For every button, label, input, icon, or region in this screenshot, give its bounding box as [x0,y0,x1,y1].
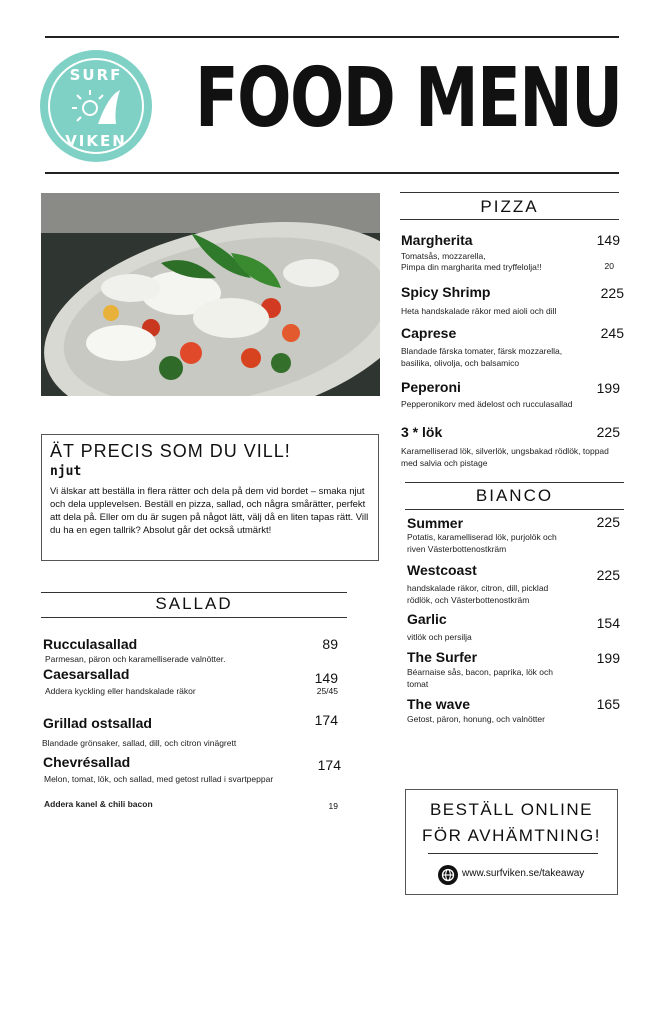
pizza-item-name: Margherita [401,232,473,248]
salad-photo [41,193,380,396]
sun-wave-icon [68,86,124,128]
bianco-heading: BIANCO [475,486,554,505]
logo-bottom-text: VIKEN [65,132,127,150]
sallad-heading: SALLAD [155,594,233,613]
bianco-item-name: Summer [407,515,464,531]
pizza-item-desc: Pepperonikorv med ädelost och rucculasallad [401,399,573,409]
pizza-item-desc: Tomatsås, mozzarella, [401,251,486,261]
bianco-item-desc: Getost, päron, honung, och valnötter [407,714,545,724]
intro-subheading: njut [50,464,82,479]
order-divider [428,853,598,854]
bianco-item-name: Westcoast [407,562,477,578]
pizza-item-desc: Karamelliserad lök, silverlök, ungsbakad rödlök, toppad med salvia och pistage [401,446,609,468]
sallad-item-name: Chevrésallad [43,754,131,770]
bianco-bottom-rule [405,509,624,510]
pizza-item-name: Caprese [401,325,457,341]
pizza-top-rule [400,192,619,193]
sallad-item-desc: Melon, tomat, lök, och sallad, med getost rullad i svartpeppar [44,774,274,784]
page-title: FOOD MENU [195,51,622,146]
sallad-item-extra-price: 19 [328,801,338,811]
bianco-item-desc: handskalade räkor, citron, dill, picklad rödlök, och Västerbottenostkräm [407,583,549,605]
sallad-item-desc: Parmesan, päron och karamelliserade valnötter. [45,654,226,664]
top-rule [45,36,619,38]
order-line-1: BESTÄLL ONLINE [429,800,594,819]
order-online-box [405,789,618,895]
bianco-top-rule [405,482,624,483]
header-rule [45,172,619,174]
bianco-item-desc: Potatis, karamelliserad lök, purjolök och riven Västerbottenostkräm [407,532,557,554]
surfviken-logo [40,50,152,162]
pizza-item-name: Spicy Shrimp [401,284,491,300]
order-line-2: FÖR AVHÄMTNING! [422,826,601,845]
bianco-item-price: 225 [596,514,620,530]
pizza-item-desc: Blandade färska tomater, färsk mozzarella, basilika, olivolja, och balsamico [401,346,563,368]
sallad-item-desc: Addera kyckling eller handskalade räkor [45,686,196,696]
pizza-item-name: 3 * lök [401,424,443,440]
pizza-item-desc2: Pimpa din margharita med tryffelolja!! [401,262,542,272]
sallad-item-name: Rucculasallad [43,636,138,652]
sallad-item-price: 89 [322,636,338,652]
pizza-item-price: 225 [600,285,624,301]
bianco-item-price: 199 [596,650,620,666]
sallad-bottom-rule [41,617,347,618]
intro-body: Vi älskar att beställa in flera rätter och dela på dem vid bordet – smaka njut och dela upplevelsen. Beställ en pizza, sallad, och några smårätter, perfekt att dela på. Eller om du är sugen på något lätt, välj då en liten tapas rätt. Vill du ha en egen tallrik? Absolut går det också utmärkt! [50,486,369,536]
sallad-item-name: Caesarsallad [43,666,130,682]
bianco-item-name: Garlic [407,611,447,627]
bianco-item-price: 154 [596,615,620,631]
bianco-item-price: 165 [596,696,620,712]
bianco-item-name: The wave [407,696,471,712]
globe-icon [438,865,458,885]
pizza-heading: PIZZA [480,197,539,216]
pizza-item-sub: 20 [604,261,614,271]
sallad-item-extra: Addera kanel & chili bacon [44,799,153,809]
intro-heading: ÄT PRECIS SOM DU VILL! [50,441,291,461]
bianco-item-desc: Béarnaise sås, bacon, paprika, lök och tomat [407,667,554,689]
pizza-item-name: Peperoni [401,379,461,395]
bianco-item-name: The Surfer [407,649,478,665]
sallad-top-rule [41,592,347,593]
pizza-item-desc: Heta handskalade räkor med aioli och dill [401,306,557,316]
pizza-item-price: 149 [596,232,620,248]
sallad-item-desc: Blandade grönsaker, sallad, dill, och citron vinägrett [42,738,237,748]
logo-top-text: SURF [69,66,123,84]
sallad-item-name: Grillad ostsallad [43,715,152,731]
pizza-item-price: 225 [596,424,620,440]
intro-box [41,434,379,561]
sallad-item-sub: 25/45 [316,686,338,696]
sallad-item-price: 174 [317,757,341,773]
bianco-item-price: 225 [596,567,620,583]
pizza-bottom-rule [400,219,619,220]
pizza-item-price: 245 [600,325,624,341]
pizza-item-price: 199 [596,380,620,396]
takeaway-link[interactable]: www.surfviken.se/takeaway [462,868,585,879]
sallad-item-price: 149 [314,670,338,686]
bianco-item-desc: vitlök och persilja [407,632,472,642]
sallad-item-price: 174 [314,712,338,728]
